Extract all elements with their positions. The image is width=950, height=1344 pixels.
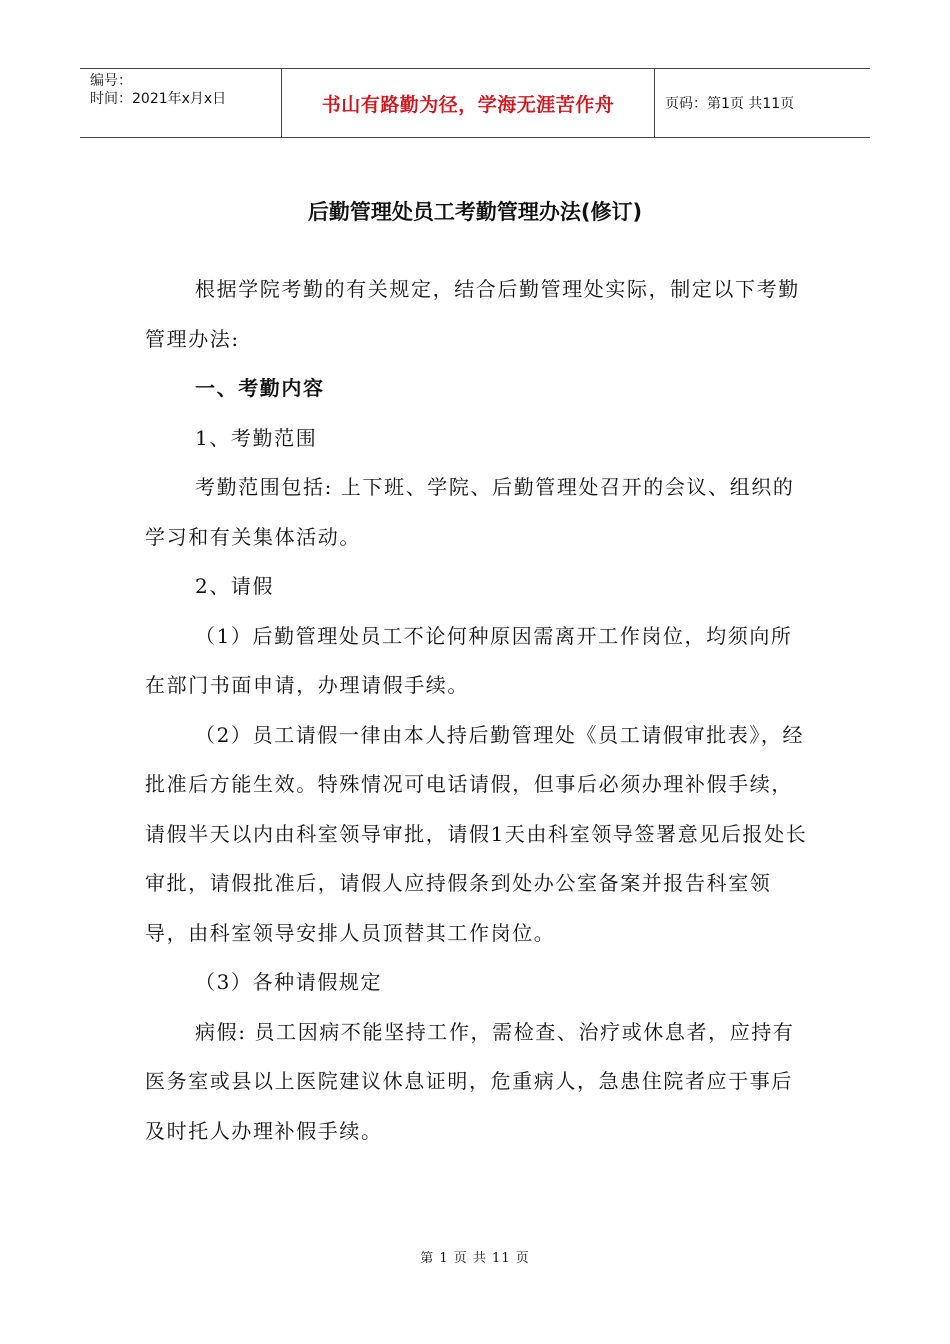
paragraph: （1）后勤管理处员工不论何种原因需离开工作岗位，均须向所在部门书面申请，办理请假手续。	[145, 623, 793, 697]
date-label: 时间：2021年x月x日	[90, 91, 227, 107]
paragraph: 考勤范围包括: 上下班、学院、后勤管理处召开的会议、组织的学习和有关集体活动。	[145, 475, 795, 549]
subsection-heading: （3）各种请假规定	[195, 970, 383, 994]
paragraph-intro: 根据学院考勤的有关规定，结合后勤管理处实际，制定以下考勤管理办法:	[145, 277, 800, 351]
paragraph: 病假: 员工因病不能坚持工作，需检查、治疗或休息者，应持有医务室或县以上医院建议休息证明，危重病人，急患住院者应于事后及时托人办理补假手续。	[145, 1019, 795, 1143]
paragraph: （2）员工请假一律由本人持后勤管理处《员工请假审批表》，经批准后方能生效。特殊情况可电话请假，但事后必须办理补假手续，请假半天以内由科室领导审批，请假1天由科室领导签署意见后报处长审批，请假批准后，请假人应持假条到处办公室备案并报告科室领导，由科室领导安排人员顶替其工作岗位。	[145, 722, 808, 945]
header-motto: 书山有路勤为径，学海无涯苦作舟	[321, 93, 615, 116]
number-label: 编号：	[90, 73, 132, 89]
header-table	[80, 68, 870, 138]
section-heading: 一、考勤内容	[195, 376, 325, 400]
subsection-heading: 1、考勤范围	[195, 425, 318, 450]
header-divider	[654, 69, 655, 137]
subsection-heading: 2、请假	[195, 574, 275, 598]
page-footer: 第 1 页 共 11 页	[420, 1251, 530, 1266]
header-left-cell	[90, 72, 226, 108]
header-page-info: 页码：第1页 共11页	[665, 96, 795, 112]
document-title: 后勤管理处员工考勤管理办法(修订)	[307, 200, 643, 224]
document-body	[145, 265, 810, 1156]
